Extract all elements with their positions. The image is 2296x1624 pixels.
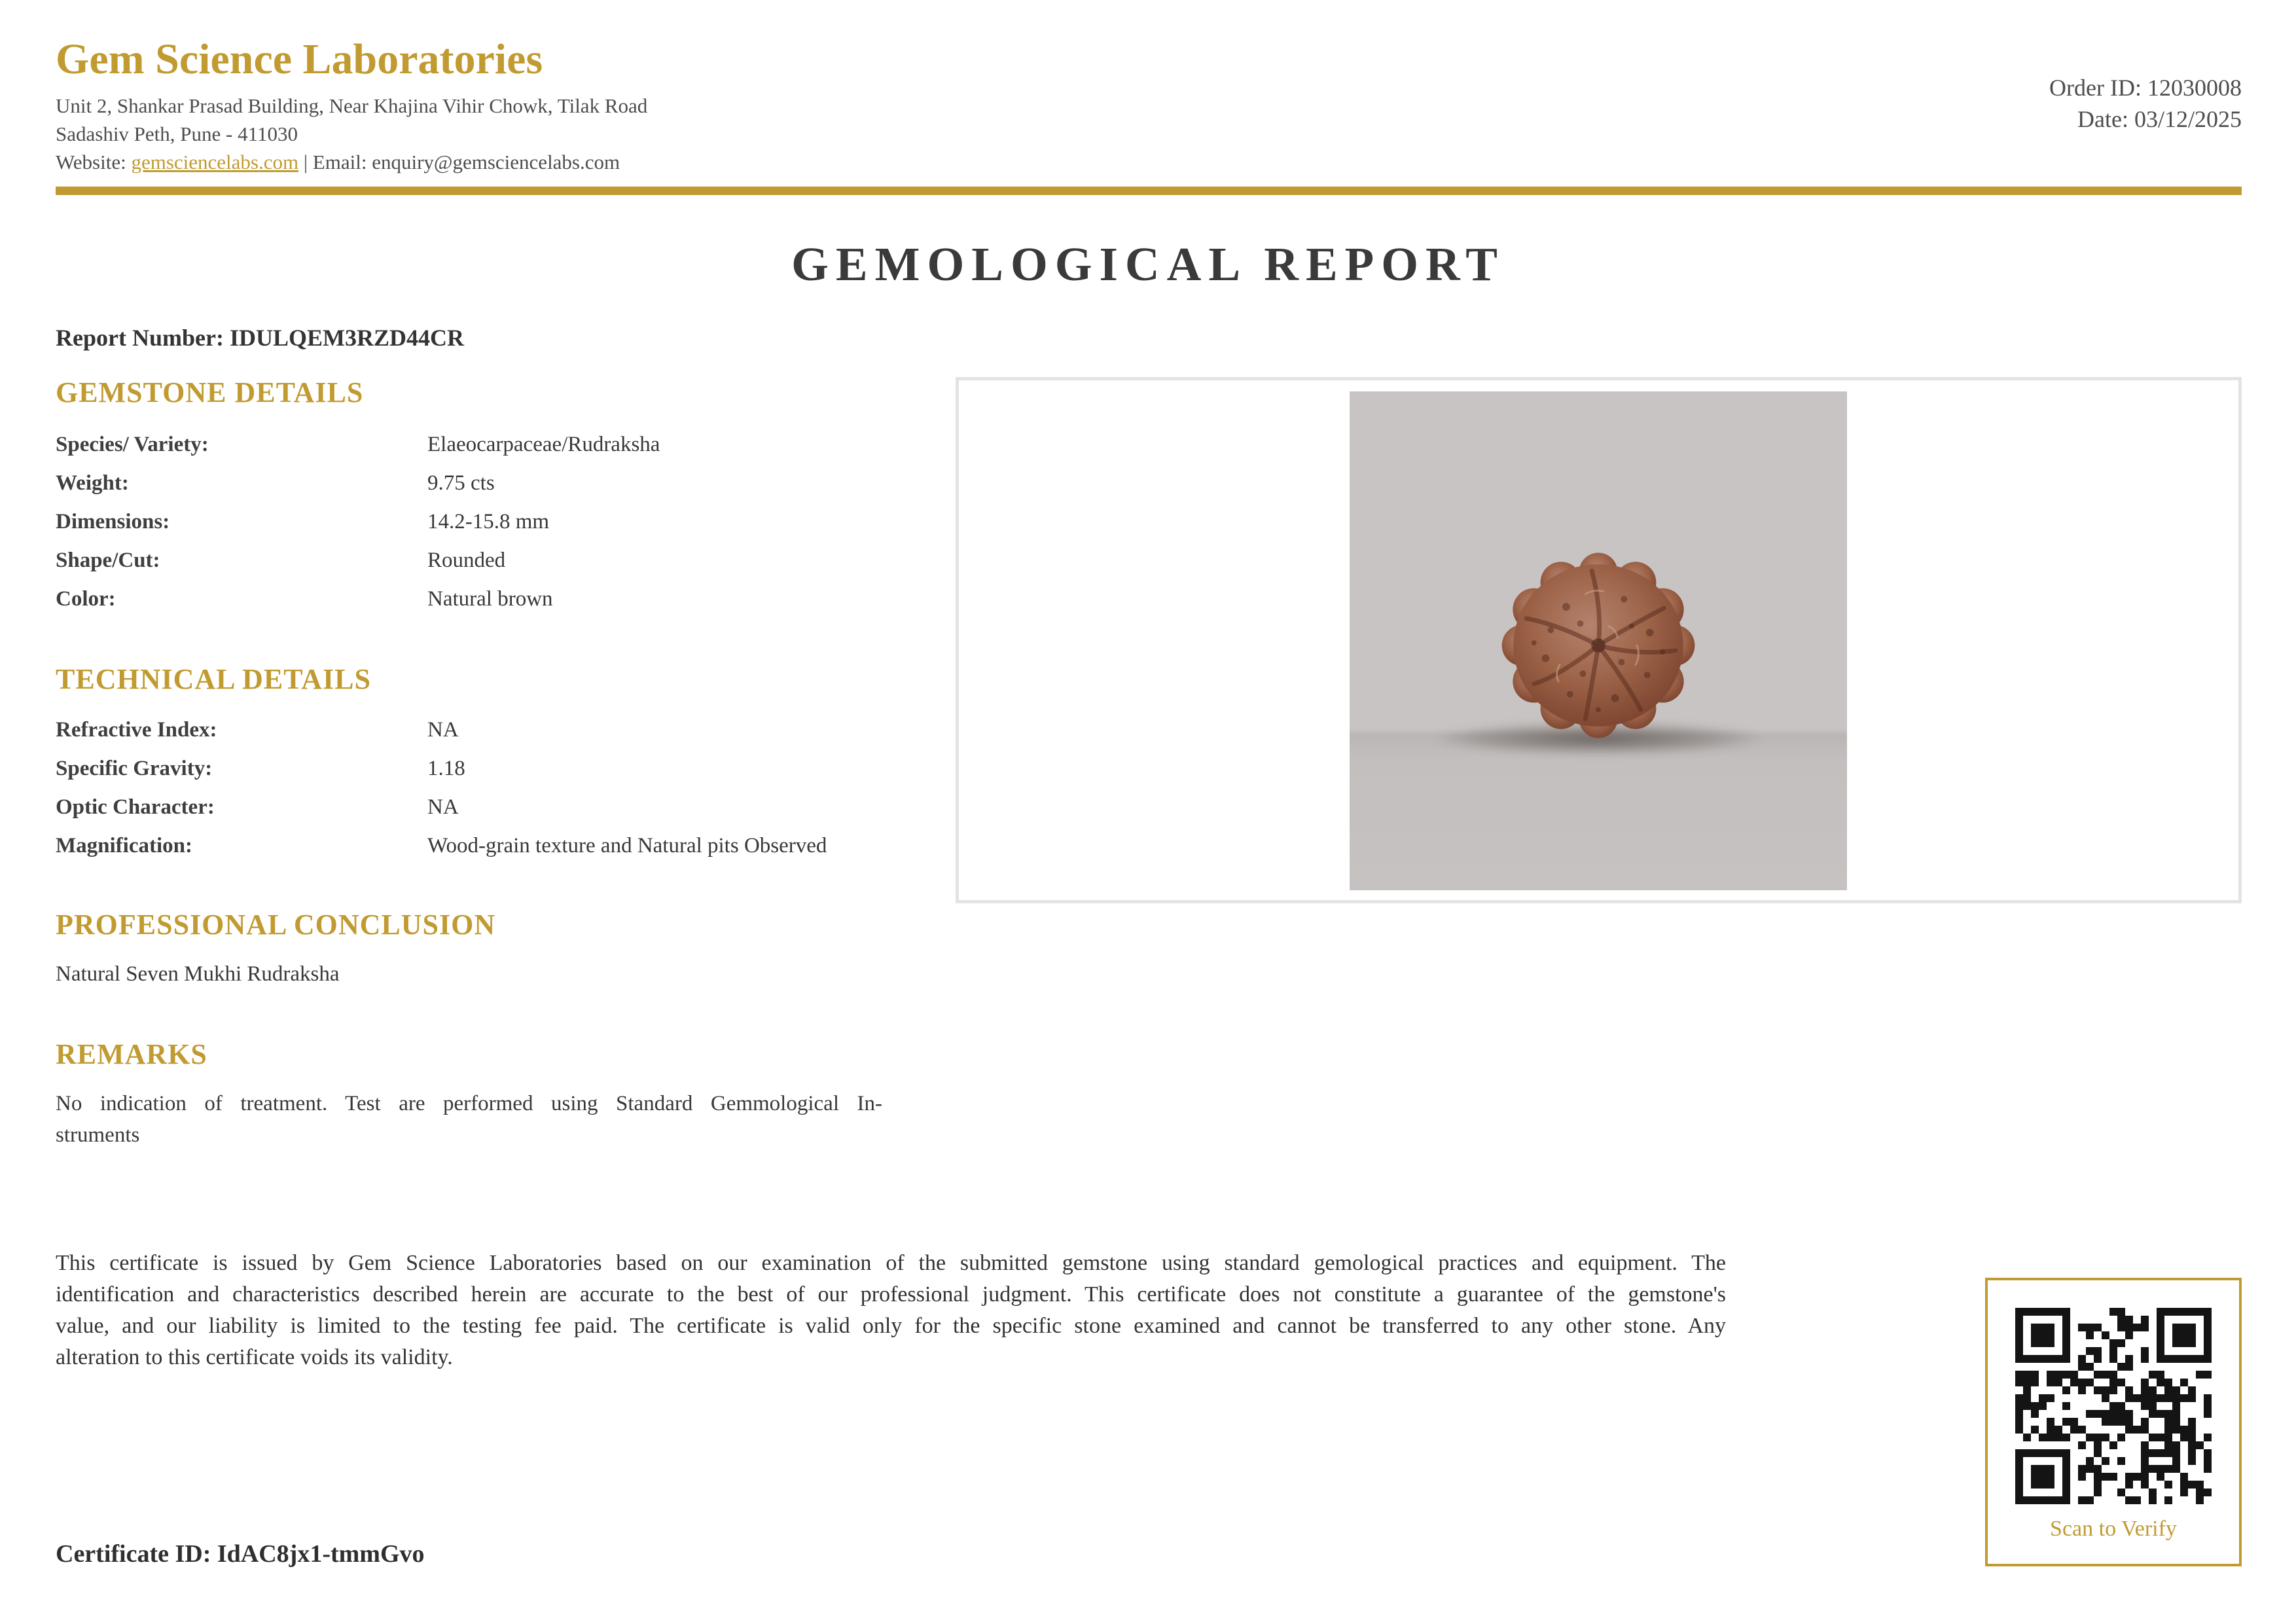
report-number xyxy=(56,324,464,352)
disclaimer-line: alteration to this certificate voids its validity. xyxy=(56,1345,453,1369)
row-label: Dimensions: xyxy=(56,510,170,533)
disclaimer-line: This certificate is issued by Gem Science Laboratories based on our examination of the submitted gemstone using standard gemological practices and equipment. The xyxy=(56,1251,1726,1275)
disclaimer-line: value, and our liability is limited to the testing fee paid. The certificate is valid only for the specific stone examined and cannot be transferred to any other stone. Any xyxy=(56,1314,1726,1338)
table-row xyxy=(56,749,952,788)
lab-address-line1: Unit 2, Shankar Prasad Building, Near Khajina Vihir Chowk, Tilak Road xyxy=(56,94,648,117)
technical-details-heading: TECHNICAL DETAILS xyxy=(56,663,371,695)
disclaimer-paragraph xyxy=(56,1248,1726,1373)
table-row xyxy=(56,827,952,865)
gemstone-photo xyxy=(1350,391,1847,890)
table-row xyxy=(56,464,952,503)
remarks-heading: REMARKS xyxy=(56,1038,207,1070)
contact-separator: | xyxy=(298,151,313,173)
lab-contact-line xyxy=(56,148,620,176)
row-label: Color: xyxy=(56,587,116,611)
lab-name: Gem Science Laboratories xyxy=(56,35,543,83)
professional-conclusion-heading: PROFESSIONAL CONCLUSION xyxy=(56,909,496,941)
row-value: 14.2-15.8 mm xyxy=(427,510,550,533)
gemstone-details-heading: GEMSTONE DETAILS xyxy=(56,376,364,408)
row-value: NA xyxy=(427,795,459,819)
report-title: GEMOLOGICAL REPORT xyxy=(791,238,1505,291)
report-number-value: IDULQEM3RZD44CR xyxy=(229,325,464,351)
certificate-id-label: Certificate ID: xyxy=(56,1540,211,1568)
remarks-text xyxy=(56,1088,882,1151)
row-value: 1.18 xyxy=(427,757,465,780)
certificate-id xyxy=(56,1540,425,1568)
row-label: Optic Character: xyxy=(56,795,215,819)
website-label: Website: xyxy=(56,151,132,173)
row-value: Elaeocarpaceae/Rudraksha xyxy=(427,433,660,456)
row-value: NA xyxy=(427,718,459,742)
table-row xyxy=(56,425,952,464)
professional-conclusion-text: Natural Seven Mukhi Rudraksha xyxy=(56,962,340,986)
row-label: Magnification: xyxy=(56,834,192,857)
table-row xyxy=(56,788,952,827)
row-value: Wood-grain texture and Natural pits Observed xyxy=(427,834,827,857)
certificate-id-value: IdAC8jx1-tmmGvo xyxy=(217,1540,425,1568)
table-row xyxy=(56,580,952,619)
row-label: Refractive Index: xyxy=(56,718,217,742)
remarks-line-2: struments xyxy=(56,1123,140,1147)
disclaimer-line: identification and characteristics described herein are accurate to the best of our professional judgment. This certificate does not constitute a guarantee of the gemstone's xyxy=(56,1282,1726,1307)
report-number-label: Report Number: xyxy=(56,325,224,351)
remarks-line-1: No indication of treatment. Test are performed using Standard Gemmological In- xyxy=(56,1092,882,1115)
website-link[interactable]: gemsciencelabs.com xyxy=(131,151,299,173)
gold-divider xyxy=(56,187,2242,195)
row-value: 9.75 cts xyxy=(427,471,495,495)
report-date: Date: 03/12/2025 xyxy=(2077,106,2242,132)
email-label: Email: xyxy=(312,151,372,173)
row-value: Rounded xyxy=(427,549,506,572)
technical-details-table xyxy=(56,711,952,865)
row-label: Specific Gravity: xyxy=(56,757,213,780)
row-value: Natural brown xyxy=(427,587,553,611)
order-block xyxy=(2049,72,2242,135)
table-row xyxy=(56,711,952,749)
qr-verify-box xyxy=(1985,1278,2242,1566)
rudraksha-bead-image xyxy=(1489,549,1708,742)
order-id: Order ID: 12030008 xyxy=(2049,75,2242,101)
email-value: enquiry@gemsciencelabs.com xyxy=(372,151,620,173)
table-row xyxy=(56,541,952,580)
row-label: Shape/Cut: xyxy=(56,549,160,572)
table-row xyxy=(56,503,952,541)
gemstone-details-table xyxy=(56,425,952,619)
qr-code xyxy=(2015,1308,2212,1504)
row-label: Species/ Variety: xyxy=(56,433,209,456)
row-label: Weight: xyxy=(56,471,129,495)
lab-address-line2: Sadashiv Peth, Pune - 411030 xyxy=(56,122,298,145)
qr-caption: Scan to Verify xyxy=(2050,1517,2177,1541)
